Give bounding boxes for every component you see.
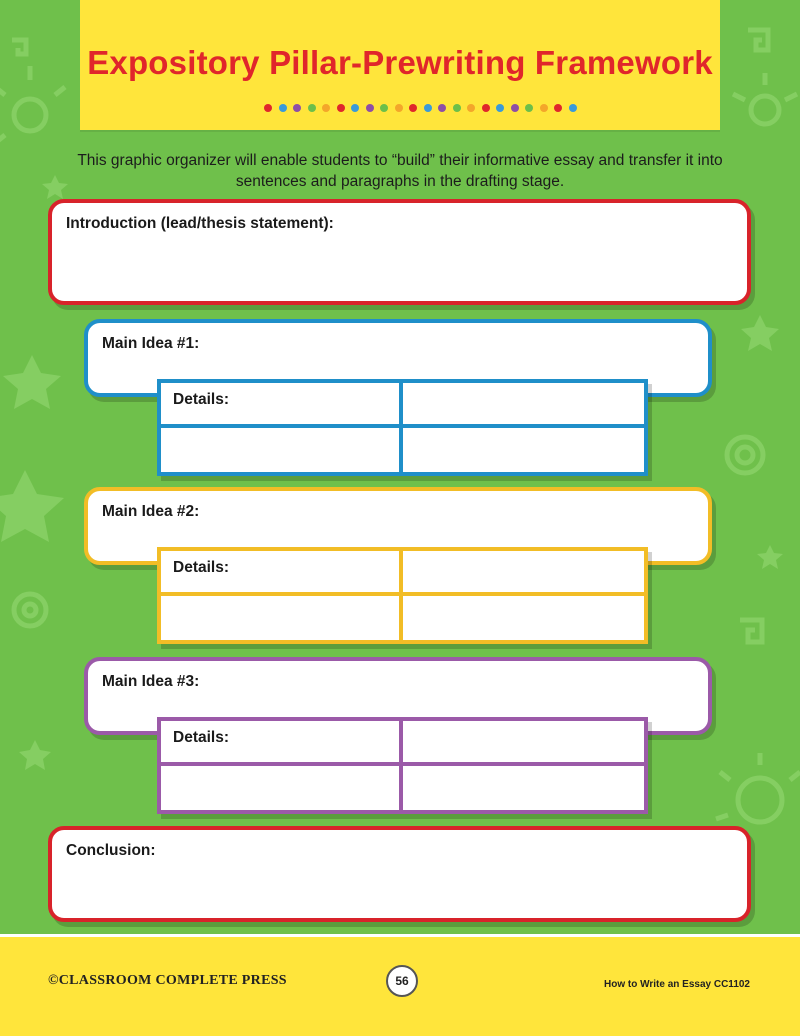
decorative-dot-row [264,104,614,114]
decorative-dot [482,104,490,112]
decorative-dot [308,104,316,112]
details-cell[interactable] [403,551,645,596]
details-cell[interactable] [161,551,403,596]
introduction-label: Introduction (lead/thesis statement): [66,215,334,232]
conclusion-box[interactable] [48,826,751,922]
details-cell[interactable] [161,428,403,473]
decorative-dot [322,104,330,112]
decorative-dot [279,104,287,112]
page-footer [0,934,800,1036]
decorative-dot [409,104,417,112]
details-label: Details: [173,729,229,746]
details-cell[interactable] [403,383,645,428]
details-cell[interactable] [161,766,403,811]
details-cell[interactable] [403,721,645,766]
title-banner [80,0,720,130]
decorative-dot [395,104,403,112]
details-cell[interactable] [403,766,645,811]
decorative-dot [366,104,374,112]
details-cell[interactable] [403,428,645,473]
decorative-dot [525,104,533,112]
decorative-dot [511,104,519,112]
decorative-dot [554,104,562,112]
decorative-dot [569,104,577,112]
main-idea-1-details-table [157,379,648,476]
details-cell[interactable] [161,383,403,428]
details-label: Details: [173,559,229,576]
main-idea-2-label: Main Idea #2: [102,503,200,520]
decorative-dot [380,104,388,112]
details-cell[interactable] [403,596,645,641]
main-idea-3-label: Main Idea #3: [102,673,200,690]
introduction-box[interactable] [48,199,751,305]
decorative-dot [438,104,446,112]
decorative-dot [337,104,345,112]
decorative-dot [293,104,301,112]
decorative-dot [264,104,272,112]
page-number: 56 [386,965,418,997]
details-cell[interactable] [161,721,403,766]
publisher-logo: ©CLASSROOM COMPLETE PRESS [48,973,287,988]
details-label: Details: [173,391,229,408]
decorative-dot [424,104,432,112]
decorative-dot [496,104,504,112]
conclusion-label: Conclusion: [66,842,156,859]
main-idea-3-details-table [157,717,648,814]
decorative-dot [453,104,461,112]
details-cell[interactable] [161,596,403,641]
intro-text: This graphic organizer will enable students to “build” their informative essay and transfer it into sentences and paragraphs in the drafting stage. [77,152,723,190]
main-idea-1-label: Main Idea #1: [102,335,200,352]
decorative-dot [351,104,359,112]
page-title: Expository Pillar-Prewriting Framework [87,44,713,81]
book-title: How to Write an Essay CC1102 [604,979,750,990]
main-idea-2-details-table [157,547,648,644]
decorative-dot [467,104,475,112]
decorative-dot [540,104,548,112]
